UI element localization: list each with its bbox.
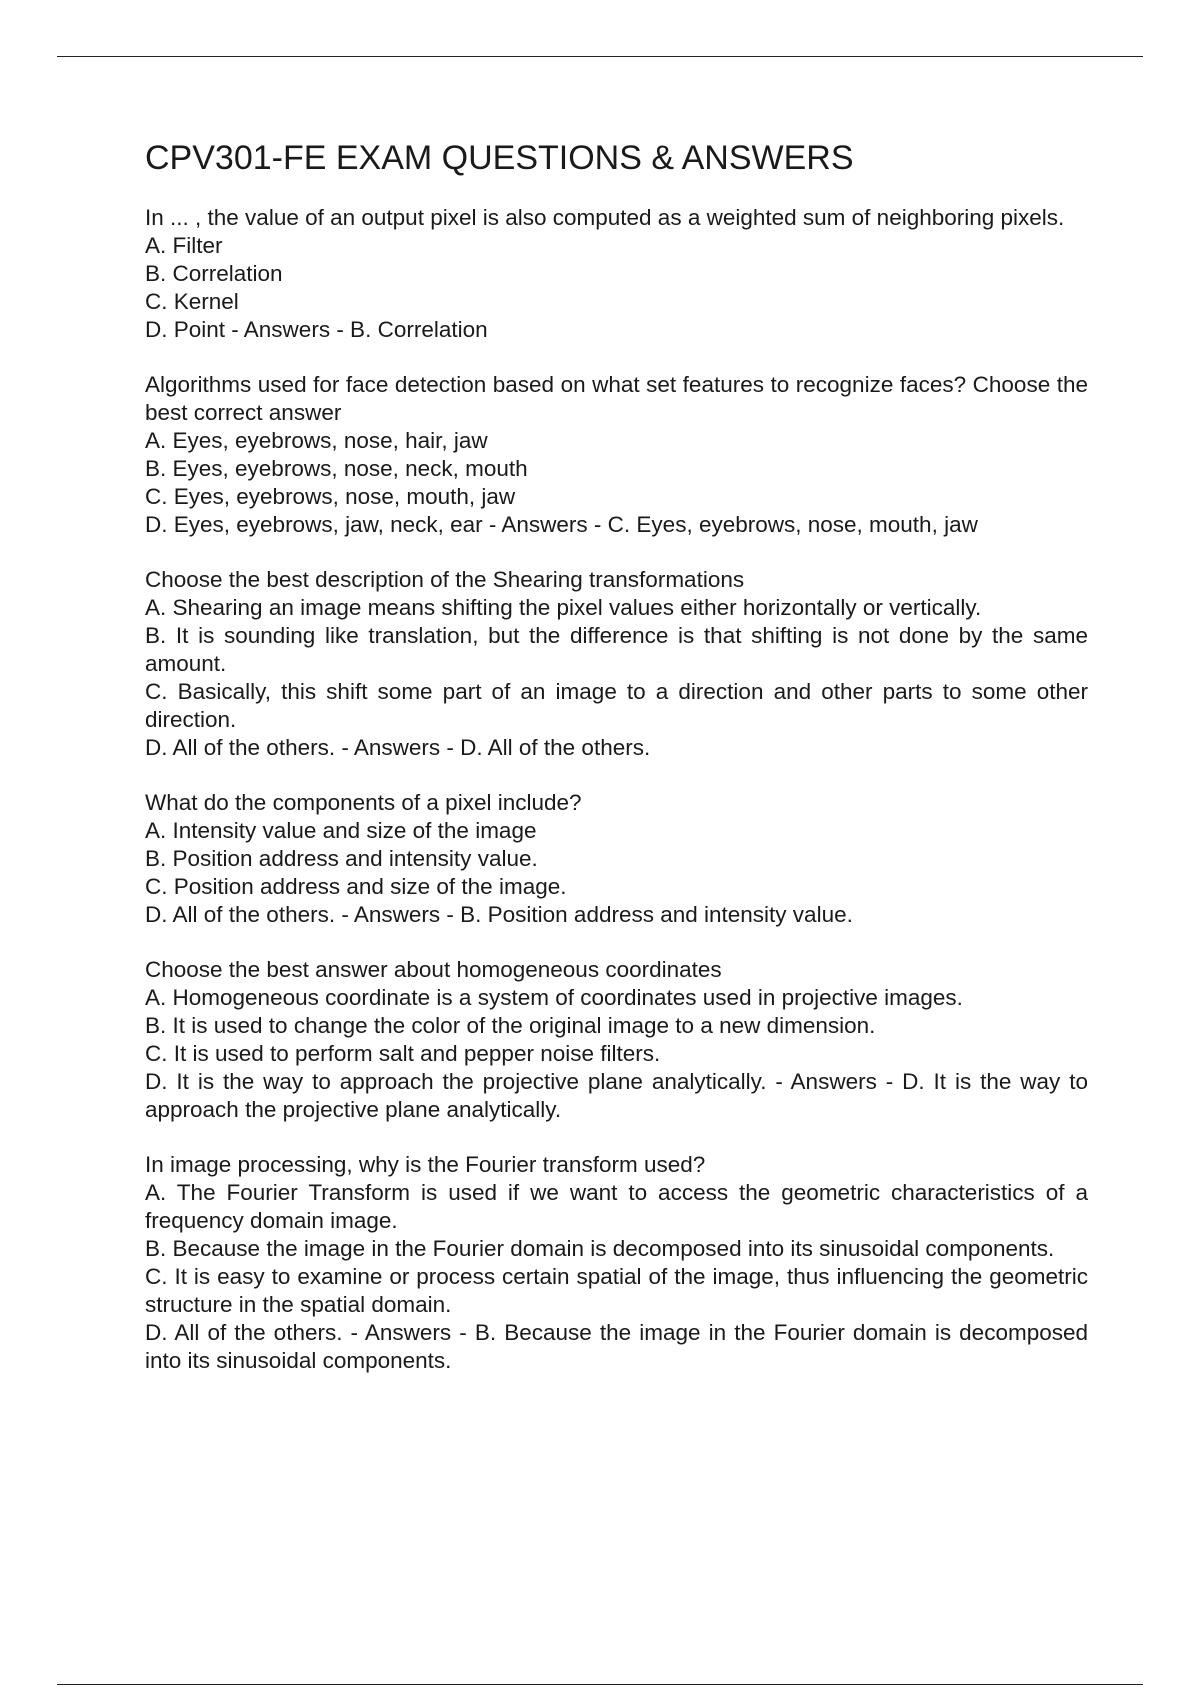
answer-option: D. It is the way to approach the projective plane analytically. - Answers - D. It is the way to approach the projective plane analytically.	[145, 1068, 1088, 1122]
question-text: In image processing, why is the Fourier transform used?	[145, 1151, 706, 1177]
answer-option: D. Point - Answers - B. Correlation	[145, 316, 488, 342]
document-body	[145, 138, 1088, 1402]
question-block	[145, 371, 1088, 539]
answer-option: A. Homogeneous coordinate is a system of coordinates used in projective images.	[145, 984, 963, 1010]
question-text: Choose the best answer about homogeneous coordinates	[145, 956, 722, 982]
answer-option: D. All of the others. - Answers - D. All of the others.	[145, 734, 651, 760]
answer-option: B. Eyes, eyebrows, nose, neck, mouth	[145, 455, 528, 481]
question-block	[145, 204, 1088, 344]
answer-option: D. All of the others. - Answers - B. Position address and intensity value.	[145, 901, 853, 927]
question-text: Algorithms used for face detection based on what set features to recognize faces? Choose the best correct answer	[145, 371, 1088, 425]
question-block	[145, 789, 1088, 929]
answer-option: A. Shearing an image means shifting the pixel values either horizontally or vertically.	[145, 594, 982, 620]
answer-option: B. Correlation	[145, 260, 283, 286]
question-block	[145, 1151, 1088, 1375]
question-block	[145, 956, 1088, 1124]
answer-option: A. The Fourier Transform is used if we want to access the geometric characteristics of a frequency domain image.	[145, 1179, 1088, 1233]
answer-option: B. Position address and intensity value.	[145, 845, 538, 871]
bottom-rule	[57, 1684, 1143, 1685]
answer-option: B. It is used to change the color of the original image to a new dimension.	[145, 1012, 876, 1038]
answer-option: C. Basically, this shift some part of an image to a direction and other parts to some other direction.	[145, 678, 1088, 732]
answer-option: C. It is used to perform salt and pepper noise filters.	[145, 1040, 661, 1066]
question-block	[145, 566, 1088, 762]
answer-option: A. Eyes, eyebrows, nose, hair, jaw	[145, 427, 488, 453]
answer-option: D. Eyes, eyebrows, jaw, neck, ear - Answers - C. Eyes, eyebrows, nose, mouth, jaw	[145, 511, 978, 537]
answer-option: B. Because the image in the Fourier domain is decomposed into its sinusoidal components.	[145, 1235, 1055, 1261]
document-title: CPV301-FE EXAM QUESTIONS & ANSWERS	[145, 139, 854, 177]
answer-option: A. Filter	[145, 232, 223, 258]
question-text: In ... , the value of an output pixel is also computed as a weighted sum of neighboring pixels.	[145, 204, 1065, 230]
answer-option: C. It is easy to examine or process certain spatial of the image, thus influencing the geometric structure in the spatial domain.	[145, 1263, 1088, 1317]
question-text: Choose the best description of the Shearing transformations	[145, 566, 745, 592]
answer-option: A. Intensity value and size of the image	[145, 817, 537, 843]
answer-option: C. Kernel	[145, 288, 239, 314]
question-text: What do the components of a pixel include?	[145, 789, 582, 815]
answer-option: D. All of the others. - Answers - B. Because the image in the Fourier domain is decomposed into its sinusoidal components.	[145, 1319, 1088, 1373]
answer-option: C. Eyes, eyebrows, nose, mouth, jaw	[145, 483, 516, 509]
top-rule	[57, 56, 1143, 57]
answer-option: C. Position address and size of the image.	[145, 873, 567, 899]
answer-option: B. It is sounding like translation, but the difference is that shifting is not done by the same amount.	[145, 622, 1088, 676]
